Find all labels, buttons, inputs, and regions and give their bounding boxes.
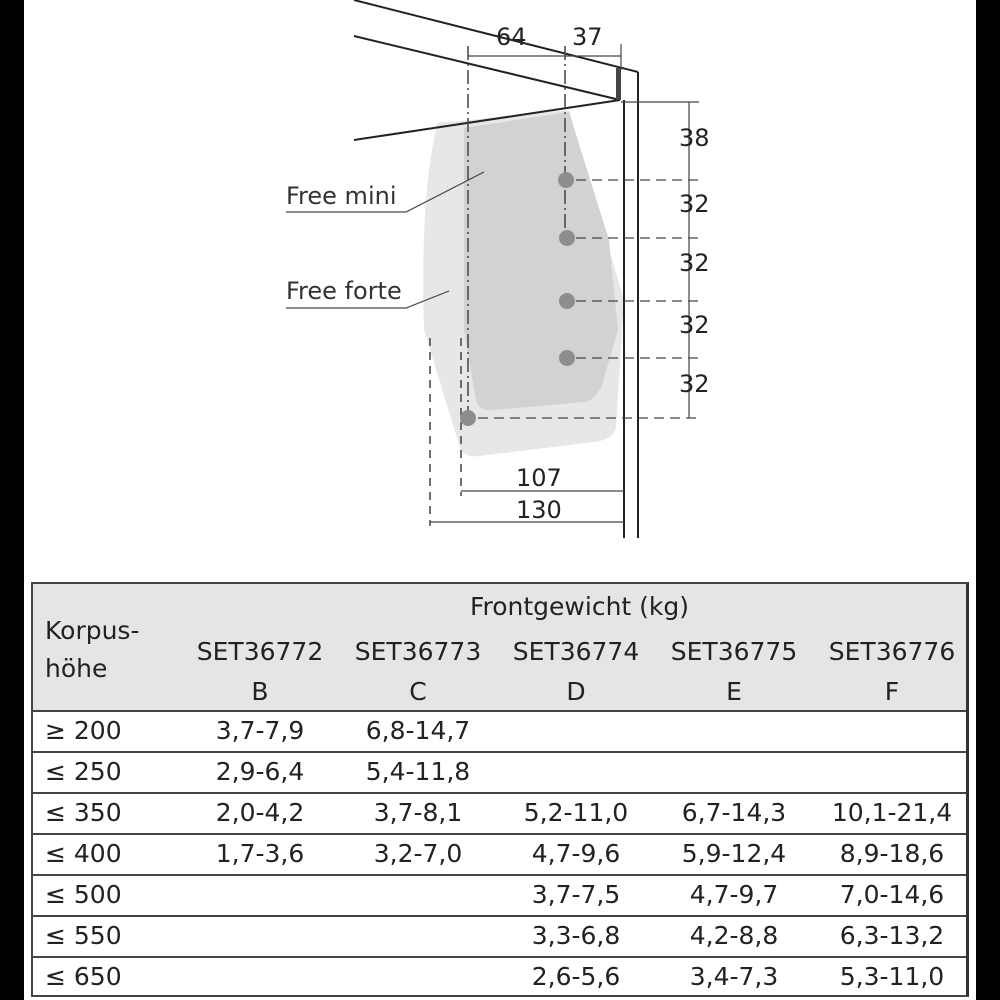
table-cell xyxy=(339,876,497,915)
table-cell: 5,4-11,8 xyxy=(365,757,471,786)
row-header-korpushoehe: ≤ 650 xyxy=(45,962,122,991)
table-row xyxy=(33,958,966,999)
hole-4 xyxy=(559,350,575,366)
table-cell: 3,7-7,5 xyxy=(531,880,621,909)
table-cell: 3,3-6,8 xyxy=(531,921,621,950)
table-cell: 3,7-7,9 xyxy=(215,716,305,745)
hole-1 xyxy=(558,172,574,188)
corner-header: Korpus- höhe xyxy=(45,616,140,683)
table-cell: 6,8-14,7 xyxy=(365,716,471,745)
table-cell: 7,0-14,6 xyxy=(839,880,945,909)
free-forte-label: Free forte xyxy=(286,277,402,305)
table-cell xyxy=(497,753,655,792)
table-cell: 4,7-9,7 xyxy=(689,880,779,909)
dim-64: 64 xyxy=(496,23,527,51)
column-header-d: SET36774 D xyxy=(512,637,640,706)
table-row xyxy=(33,794,966,835)
table-cell xyxy=(181,876,339,915)
row-header-korpushoehe: ≤ 350 xyxy=(45,798,122,827)
table-cell xyxy=(655,712,813,751)
table-cell: 6,3-13,2 xyxy=(839,921,945,950)
free-mini-shape xyxy=(464,112,618,410)
table-cell xyxy=(339,917,497,956)
dim-32-c: 32 xyxy=(679,311,710,339)
table-cell: 2,6-5,6 xyxy=(531,962,621,991)
dim-37: 37 xyxy=(572,23,603,51)
table-cell: 6,7-14,3 xyxy=(681,798,787,827)
row-header-korpushoehe: ≤ 550 xyxy=(45,921,122,950)
dim-38: 38 xyxy=(679,124,710,152)
row-header-korpushoehe: ≤ 250 xyxy=(45,757,122,786)
document-page xyxy=(24,0,976,1000)
row-header-korpushoehe: ≤ 500 xyxy=(45,880,122,909)
table-cell: 4,2-8,8 xyxy=(689,921,779,950)
table-cell xyxy=(181,917,339,956)
table-row xyxy=(33,835,966,876)
table-cell: 3,7-8,1 xyxy=(373,798,463,827)
table-cell: 8,9-18,6 xyxy=(839,839,945,868)
table-cell: 3,2-7,0 xyxy=(373,839,463,868)
free-mini-label: Free mini xyxy=(286,182,397,210)
table-cell: 4,7-9,6 xyxy=(531,839,621,868)
table-cell xyxy=(339,958,497,997)
table-cell: 3,4-7,3 xyxy=(689,962,779,991)
table-cell xyxy=(181,958,339,997)
table-cell: 5,3-11,0 xyxy=(839,962,945,991)
column-header-c: SET36773 C xyxy=(354,637,482,706)
front-weight-table xyxy=(31,582,969,997)
row-header-korpushoehe: ≥ 200 xyxy=(45,716,122,745)
table-cell: 2,9-6,4 xyxy=(215,757,305,786)
table-cell: 2,0-4,2 xyxy=(215,798,305,827)
table-header xyxy=(33,584,966,712)
dim-32-a: 32 xyxy=(679,190,710,218)
group-header-frontgewicht: Frontgewicht (kg) xyxy=(469,592,690,621)
table-cell xyxy=(655,753,813,792)
table-cell: 5,9-12,4 xyxy=(681,839,787,868)
table-cell: 10,1-21,4 xyxy=(831,798,953,827)
dim-130: 130 xyxy=(516,496,562,524)
hole-2 xyxy=(559,230,575,246)
dim-32-d: 32 xyxy=(679,370,710,398)
row-header-korpushoehe: ≤ 400 xyxy=(45,839,122,868)
column-header-f: SET36776 F xyxy=(828,637,956,706)
table-row xyxy=(33,712,966,753)
table-cell: 1,7-3,6 xyxy=(215,839,305,868)
column-header-e: SET36775 E xyxy=(670,637,798,706)
hole-3 xyxy=(559,293,575,309)
table-cell xyxy=(813,712,971,751)
table-cell xyxy=(497,712,655,751)
table-cell xyxy=(813,753,971,792)
dim-32-b: 32 xyxy=(679,249,710,277)
table-row xyxy=(33,917,966,958)
dim-107: 107 xyxy=(516,464,562,492)
hole-5 xyxy=(460,410,476,426)
hinge-mounting-diagram xyxy=(24,0,976,580)
table-cell: 5,2-11,0 xyxy=(523,798,629,827)
table-row xyxy=(33,876,966,917)
table-row xyxy=(33,753,966,794)
column-header-b: SET36772 B xyxy=(196,637,324,706)
